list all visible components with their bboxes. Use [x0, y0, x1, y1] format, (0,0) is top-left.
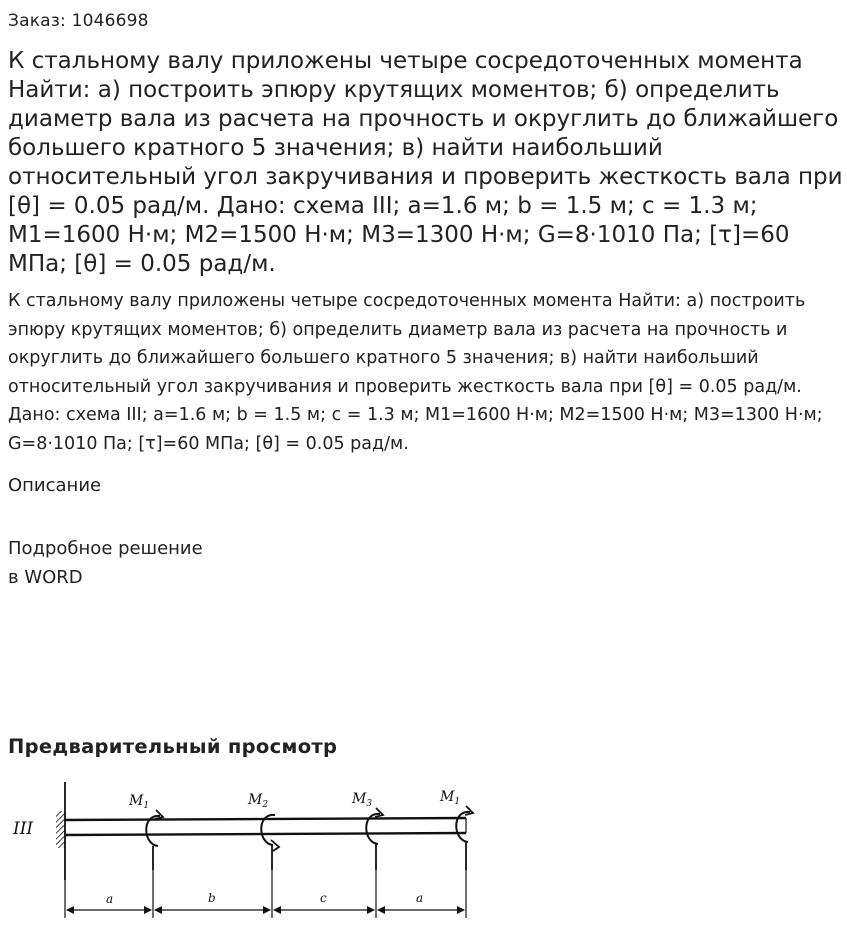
shaft-diagram [0, 770, 490, 930]
preview-heading: Предварительный просмотр [8, 735, 338, 758]
moment-m2 [247, 792, 279, 870]
solution-note-line-2: в WORD [8, 566, 83, 588]
description-section-label: Описание [8, 475, 102, 496]
moment-m3 [351, 791, 383, 870]
dimension-lines [65, 870, 466, 918]
svg-text:M3: $M_3$ [352, 791, 373, 809]
svg-text:M1: $M_1$ [129, 793, 150, 811]
fixed-support [56, 782, 65, 880]
segment-label-b: b [208, 891, 216, 905]
svg-text:M2: $M_2$ [248, 792, 269, 810]
solution-note-line-1: Подробное решение [8, 538, 203, 559]
segment-label-a-first: a [106, 892, 114, 906]
shaft [65, 818, 466, 835]
task-description: К стальному валу приложены четыре сосредоточенных момента Найти: а) построить эпюру крутящих моментов; б) определить диаметр вала из расчета на прочность и округлить до ближайшего большего кратного 5 значения; в) найти наибольший относительный угол закручивания и проверить жесткость вала при [θ] = 0.05 рад/м. Дано: схема III; a=1.6 м; b = 1.5 м; c = 1.3 м; M1=1600 Н·м; M2=1500 Н·м; M3=1300 Н·м; G=8·1010 Па; [τ]=60 МПа; [θ] = 0.05 рад/м. [8, 291, 823, 454]
segment-label-a-last: a [416, 891, 424, 905]
scheme-label: III [13, 819, 34, 839]
moment-m1-last [439, 789, 473, 870]
moment-m1-first [128, 793, 163, 870]
solution-note [8, 535, 203, 592]
segment-label-c: c [320, 891, 327, 905]
order-number: Заказ: 1046698 [8, 11, 149, 31]
svg-text:M1: $M_1$ [440, 789, 461, 807]
task-title: К стальному валу приложены четыре сосредоточенных момента Найти: а) построить эпюру крутящих моментов; б) определить диаметр вала из расчета на прочность и округлить до ближайшего большего кратного 5 значения; в) найти наибольший относительный угол закручивания и проверить жесткость вала при [θ] = 0.05 рад/м. Дано: схема III; a=1.6 м; b = 1.5 м; c = 1.3 м; M1=1600 Н·м; M2=1500 Н·м; M3=1300 Н·м; G=8·1010 Па; [τ]=60 МПа; [θ] = 0.05 рад/м. [8, 48, 843, 277]
